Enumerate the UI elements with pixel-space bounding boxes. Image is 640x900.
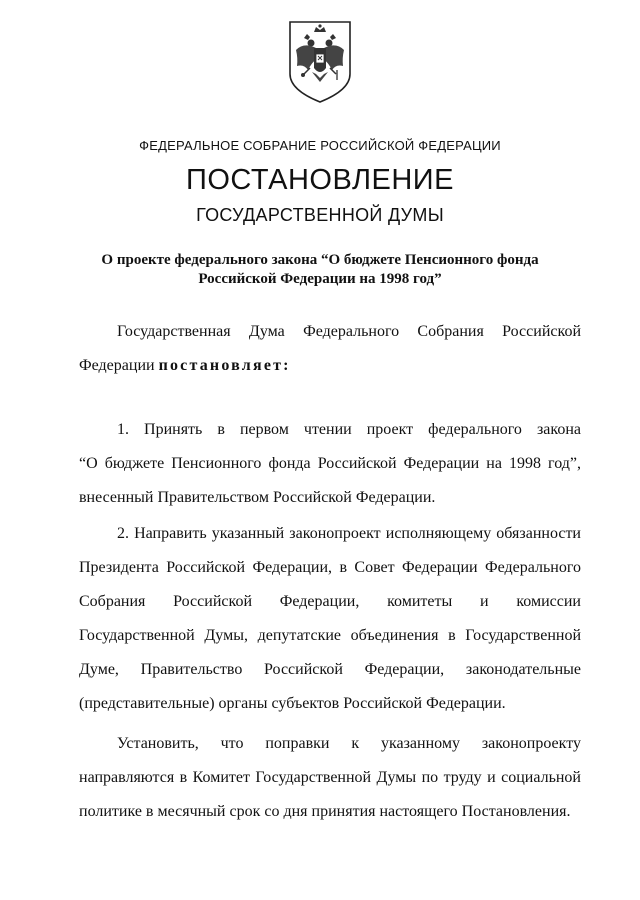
text-line: 1. Принять в первом чтении проект федерального закона xyxy=(117,421,581,438)
text-line: “О бюджете Пенсионного фонда Российской Федерации на 1998 год”, xyxy=(79,455,581,472)
clause-3-paragraph xyxy=(79,727,581,829)
document-type-title: ПОСТАНОВЛЕНИЕ xyxy=(186,164,454,196)
text-line: направляются в Комитет Государственной Думы по труду и социальной xyxy=(79,769,581,786)
resolves-keyword: постановляет: xyxy=(158,357,291,374)
text-segment: Федерации xyxy=(79,357,155,374)
text-line xyxy=(79,349,581,383)
text-line: внесенный Правительством Российской Федерации. xyxy=(79,489,436,506)
text-line: Думе, Правительство Российской Федерации, законодательные xyxy=(79,661,581,678)
clause-1-paragraph xyxy=(79,413,581,515)
text-line: Государственной Думы, депутатские объединения в Государственной xyxy=(79,627,581,644)
text-line: политике в месячный срок со дня принятия настоящего Постановления. xyxy=(79,803,571,820)
text-line: Собрания Российской Федерации, комитеты и комиссии xyxy=(79,593,581,610)
text-line: 2. Направить указанный законопроект исполняющему обязанности xyxy=(117,525,581,542)
issuer-heading: ГОСУДАРСТВЕННОЙ ДУМЫ xyxy=(196,205,444,225)
text-line: Президента Российской Федерации, в Совет Федерации Федерального xyxy=(79,559,581,576)
text-line: Государственная Дума Федерального Собрания Российской xyxy=(117,323,581,340)
federal-assembly-heading: ФЕДЕРАЛЬНОЕ СОБРАНИЕ РОССИЙСКОЙ ФЕДЕРАЦИИ xyxy=(139,138,501,153)
subject-line: Российской Федерации на 1998 год” xyxy=(198,271,442,287)
text-line: Установить, что поправки к указанному законопроекту xyxy=(117,735,581,752)
clause-2-paragraph xyxy=(79,517,581,721)
subject-line: О проекте федерального закона “О бюджете Пенсионного фонда xyxy=(101,252,539,268)
resolution-subject xyxy=(90,251,550,289)
preamble-paragraph xyxy=(79,315,581,383)
text-line: (представительные) органы субъектов Российской Федерации. xyxy=(79,695,506,712)
russian-coat-of-arms-icon xyxy=(286,18,354,104)
